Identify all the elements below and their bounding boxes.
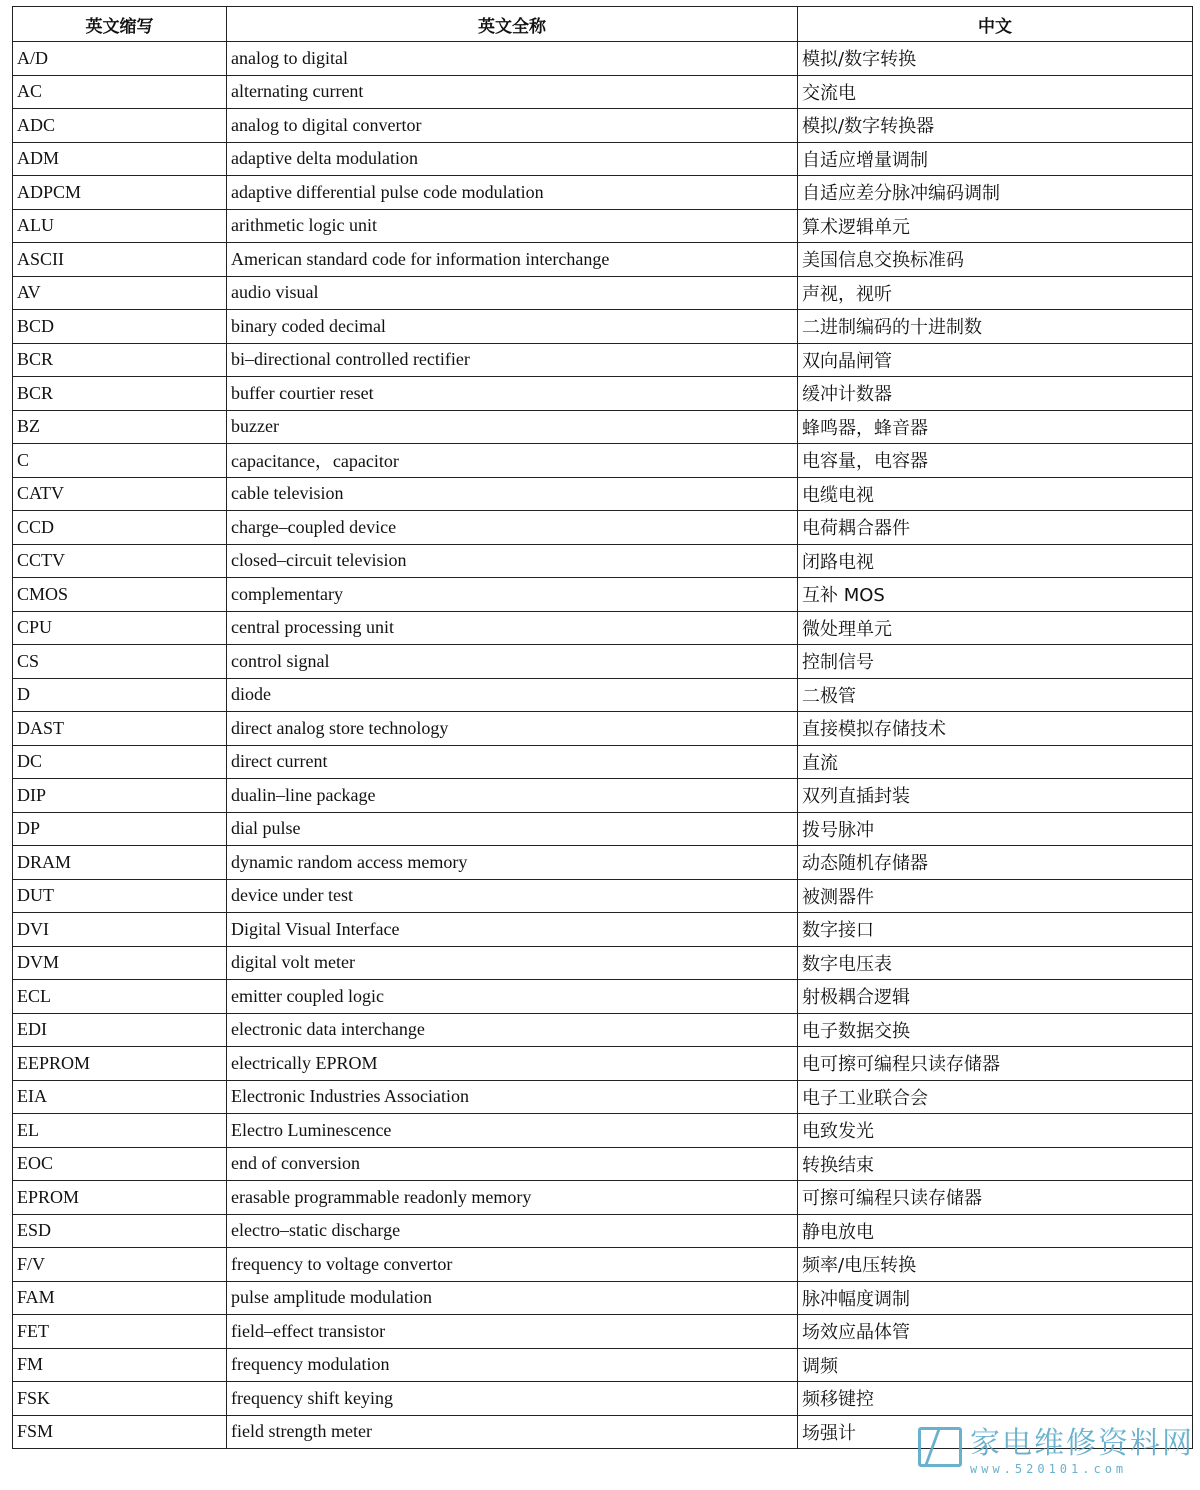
- abbreviation-cell: F/V: [13, 1248, 227, 1282]
- chinese-cell: 直接模拟存储技术: [798, 712, 1193, 746]
- full-name-cell: audio visual: [227, 276, 798, 310]
- full-name-cell: buffer courtier reset: [227, 377, 798, 411]
- full-name-cell: Electro Luminescence: [227, 1114, 798, 1148]
- full-name-cell: frequency shift keying: [227, 1382, 798, 1416]
- abbreviation-cell: BCD: [13, 310, 227, 344]
- chinese-cell: 缓冲计数器: [798, 377, 1193, 411]
- chinese-cell: 电子工业联合会: [798, 1080, 1193, 1114]
- table-row: [13, 1382, 1193, 1416]
- full-name-cell: alternating current: [227, 75, 798, 109]
- table-row: [13, 42, 1193, 76]
- abbreviation-cell: EEPROM: [13, 1047, 227, 1081]
- table-row: [13, 75, 1193, 109]
- table-row: [13, 1080, 1193, 1114]
- chinese-cell: 动态随机存储器: [798, 846, 1193, 880]
- chinese-cell: 数字接口: [798, 913, 1193, 947]
- table-row: [13, 678, 1193, 712]
- abbreviation-cell: DUT: [13, 879, 227, 913]
- abbreviation-cell: EL: [13, 1114, 227, 1148]
- abbreviation-cell: CATV: [13, 477, 227, 511]
- full-name-cell: electro–static discharge: [227, 1214, 798, 1248]
- table-row: [13, 645, 1193, 679]
- table-row: [13, 276, 1193, 310]
- abbreviation-cell: A/D: [13, 42, 227, 76]
- abbreviation-cell: DVI: [13, 913, 227, 947]
- table-row: [13, 176, 1193, 210]
- abbreviation-cell: ADPCM: [13, 176, 227, 210]
- full-name-cell: analog to digital convertor: [227, 109, 798, 143]
- table-row: [13, 1181, 1193, 1215]
- watermark-url: www.520101.com: [970, 1462, 1128, 1476]
- abbreviation-cell: DP: [13, 812, 227, 846]
- full-name-cell: frequency to voltage convertor: [227, 1248, 798, 1282]
- full-name-cell: frequency modulation: [227, 1348, 798, 1382]
- chinese-cell: 电致发光: [798, 1114, 1193, 1148]
- full-name-cell: diode: [227, 678, 798, 712]
- table-row: [13, 879, 1193, 913]
- full-name-cell: Electronic Industries Association: [227, 1080, 798, 1114]
- full-name-cell: closed–circuit television: [227, 544, 798, 578]
- chinese-cell: 微处理单元: [798, 611, 1193, 645]
- full-name-cell: adaptive delta modulation: [227, 142, 798, 176]
- chinese-cell: 频率/电压转换: [798, 1248, 1193, 1282]
- chinese-cell: 可擦可编程只读存储器: [798, 1181, 1193, 1215]
- full-name-cell: bi–directional controlled rectifier: [227, 343, 798, 377]
- abbreviation-cell: CCTV: [13, 544, 227, 578]
- chinese-cell: 频移键控: [798, 1382, 1193, 1416]
- table-row: [13, 109, 1193, 143]
- full-name-cell: dynamic random access memory: [227, 846, 798, 880]
- full-name-cell: analog to digital: [227, 42, 798, 76]
- full-name-cell: pulse amplitude modulation: [227, 1281, 798, 1315]
- table-row: [13, 1114, 1193, 1148]
- table-row: [13, 209, 1193, 243]
- table-row: [13, 812, 1193, 846]
- table-row: [13, 410, 1193, 444]
- book-logo-icon: [918, 1427, 962, 1467]
- abbreviation-cell: DAST: [13, 712, 227, 746]
- table-row: [13, 477, 1193, 511]
- full-name-cell: field strength meter: [227, 1415, 798, 1449]
- chinese-cell: 射极耦合逻辑: [798, 980, 1193, 1014]
- full-name-cell: electrically EPROM: [227, 1047, 798, 1081]
- full-name-cell: cable television: [227, 477, 798, 511]
- table-row: [13, 310, 1193, 344]
- chinese-cell: 算术逻辑单元: [798, 209, 1193, 243]
- chinese-cell: 静电放电: [798, 1214, 1193, 1248]
- site-watermark: [918, 1418, 1194, 1476]
- abbreviation-cell: FSK: [13, 1382, 227, 1416]
- abbreviation-cell: ECL: [13, 980, 227, 1014]
- chinese-cell: 模拟/数字转换器: [798, 109, 1193, 143]
- chinese-cell: 调频: [798, 1348, 1193, 1382]
- chinese-cell: 电可擦可编程只读存储器: [798, 1047, 1193, 1081]
- full-name-cell: complementary: [227, 578, 798, 612]
- full-name-cell: direct analog store technology: [227, 712, 798, 746]
- full-name-cell: arithmetic logic unit: [227, 209, 798, 243]
- chinese-cell: 双列直插封装: [798, 779, 1193, 813]
- table-row: [13, 578, 1193, 612]
- watermark-title: 家电维修资料网: [970, 1426, 1194, 1461]
- abbreviation-cell: FM: [13, 1348, 227, 1382]
- abbreviation-cell: EDI: [13, 1013, 227, 1047]
- abbreviation-cell: CPU: [13, 611, 227, 645]
- chinese-cell: 电子数据交换: [798, 1013, 1193, 1047]
- table-row: [13, 1281, 1193, 1315]
- table-row: [13, 377, 1193, 411]
- table-row: [13, 1315, 1193, 1349]
- table-row: [13, 511, 1193, 545]
- abbreviation-cell: ASCII: [13, 243, 227, 277]
- abbreviation-cell: DIP: [13, 779, 227, 813]
- chinese-cell: 自适应增量调制: [798, 142, 1193, 176]
- table-row: [13, 142, 1193, 176]
- chinese-cell: 电容量，电容器: [798, 444, 1193, 478]
- abbreviation-cell: FAM: [13, 1281, 227, 1315]
- abbreviation-cell: BCR: [13, 377, 227, 411]
- chinese-cell: 转换结束: [798, 1147, 1193, 1181]
- full-name-cell: digital volt meter: [227, 946, 798, 980]
- abbreviation-cell: CCD: [13, 511, 227, 545]
- abbreviation-cell: DC: [13, 745, 227, 779]
- abbreviation-cell: EIA: [13, 1080, 227, 1114]
- chinese-cell: 模拟/数字转换: [798, 42, 1193, 76]
- abbreviation-cell: ALU: [13, 209, 227, 243]
- table-row: [13, 243, 1193, 277]
- chinese-cell: 数字电压表: [798, 946, 1193, 980]
- table-row: [13, 444, 1193, 478]
- table-row: [13, 946, 1193, 980]
- full-name-cell: Digital Visual Interface: [227, 913, 798, 947]
- chinese-cell: 交流电: [798, 75, 1193, 109]
- table-row: [13, 1348, 1193, 1382]
- abbreviation-cell: ADC: [13, 109, 227, 143]
- chinese-cell: 闭路电视: [798, 544, 1193, 578]
- table-row: [13, 343, 1193, 377]
- full-name-cell: end of conversion: [227, 1147, 798, 1181]
- abbreviation-cell: FSM: [13, 1415, 227, 1449]
- full-name-cell: American standard code for information interchange: [227, 243, 798, 277]
- abbreviation-cell: AV: [13, 276, 227, 310]
- table-body: [13, 42, 1193, 1449]
- abbreviation-cell: FET: [13, 1315, 227, 1349]
- full-name-cell: charge–coupled device: [227, 511, 798, 545]
- header-abbreviation: 英文缩写: [13, 7, 227, 42]
- chinese-cell: 脉冲幅度调制: [798, 1281, 1193, 1315]
- chinese-cell: 电缆电视: [798, 477, 1193, 511]
- full-name-cell: control signal: [227, 645, 798, 679]
- chinese-cell: 场强计: [798, 1415, 1193, 1449]
- table-row: [13, 1248, 1193, 1282]
- full-name-cell: buzzer: [227, 410, 798, 444]
- abbreviation-cell: EOC: [13, 1147, 227, 1181]
- table-row: [13, 544, 1193, 578]
- abbreviation-cell: D: [13, 678, 227, 712]
- chinese-cell: 互补 MOS: [798, 578, 1193, 612]
- chinese-cell: 被测器件: [798, 879, 1193, 913]
- table-row: [13, 745, 1193, 779]
- abbreviation-cell: DRAM: [13, 846, 227, 880]
- table-row: [13, 1047, 1193, 1081]
- abbreviation-cell: AC: [13, 75, 227, 109]
- abbreviation-cell: CMOS: [13, 578, 227, 612]
- full-name-cell: device under test: [227, 879, 798, 913]
- abbreviation-cell: EPROM: [13, 1181, 227, 1215]
- full-name-cell: erasable programmable readonly memory: [227, 1181, 798, 1215]
- chinese-cell: 蜂鸣器，蜂音器: [798, 410, 1193, 444]
- full-name-cell: field–effect transistor: [227, 1315, 798, 1349]
- chinese-cell: 二极管: [798, 678, 1193, 712]
- full-name-cell: electronic data interchange: [227, 1013, 798, 1047]
- chinese-cell: 美国信息交换标准码: [798, 243, 1193, 277]
- full-name-cell: binary coded decimal: [227, 310, 798, 344]
- abbreviation-cell: DVM: [13, 946, 227, 980]
- full-name-cell: emitter coupled logic: [227, 980, 798, 1014]
- full-name-cell: capacitance，capacitor: [227, 444, 798, 478]
- full-name-cell: central processing unit: [227, 611, 798, 645]
- table-header-row: [13, 7, 1193, 42]
- table-row: [13, 980, 1193, 1014]
- table-row: [13, 1147, 1193, 1181]
- abbreviation-cell: ESD: [13, 1214, 227, 1248]
- abbreviation-table: [12, 6, 1193, 1449]
- header-chinese: 中文: [798, 7, 1193, 42]
- table-row: [13, 611, 1193, 645]
- chinese-cell: 电荷耦合器件: [798, 511, 1193, 545]
- chinese-cell: 拨号脉冲: [798, 812, 1193, 846]
- chinese-cell: 声视，视听: [798, 276, 1193, 310]
- chinese-cell: 二进制编码的十进制数: [798, 310, 1193, 344]
- table-row: [13, 1214, 1193, 1248]
- table-row: [13, 712, 1193, 746]
- abbreviation-cell: BCR: [13, 343, 227, 377]
- table-row: [13, 1013, 1193, 1047]
- chinese-cell: 直流: [798, 745, 1193, 779]
- full-name-cell: adaptive differential pulse code modulation: [227, 176, 798, 210]
- table-row: [13, 913, 1193, 947]
- table-row: [13, 846, 1193, 880]
- chinese-cell: 自适应差分脉冲编码调制: [798, 176, 1193, 210]
- chinese-cell: 场效应晶体管: [798, 1315, 1193, 1349]
- chinese-cell: 控制信号: [798, 645, 1193, 679]
- chinese-cell: 双向晶闸管: [798, 343, 1193, 377]
- table-row: [13, 779, 1193, 813]
- glossary-page: [12, 6, 1192, 1449]
- full-name-cell: direct current: [227, 745, 798, 779]
- abbreviation-cell: ADM: [13, 142, 227, 176]
- abbreviation-cell: CS: [13, 645, 227, 679]
- header-full-name: 英文全称: [227, 7, 798, 42]
- full-name-cell: dualin–line package: [227, 779, 798, 813]
- abbreviation-cell: BZ: [13, 410, 227, 444]
- abbreviation-cell: C: [13, 444, 227, 478]
- full-name-cell: dial pulse: [227, 812, 798, 846]
